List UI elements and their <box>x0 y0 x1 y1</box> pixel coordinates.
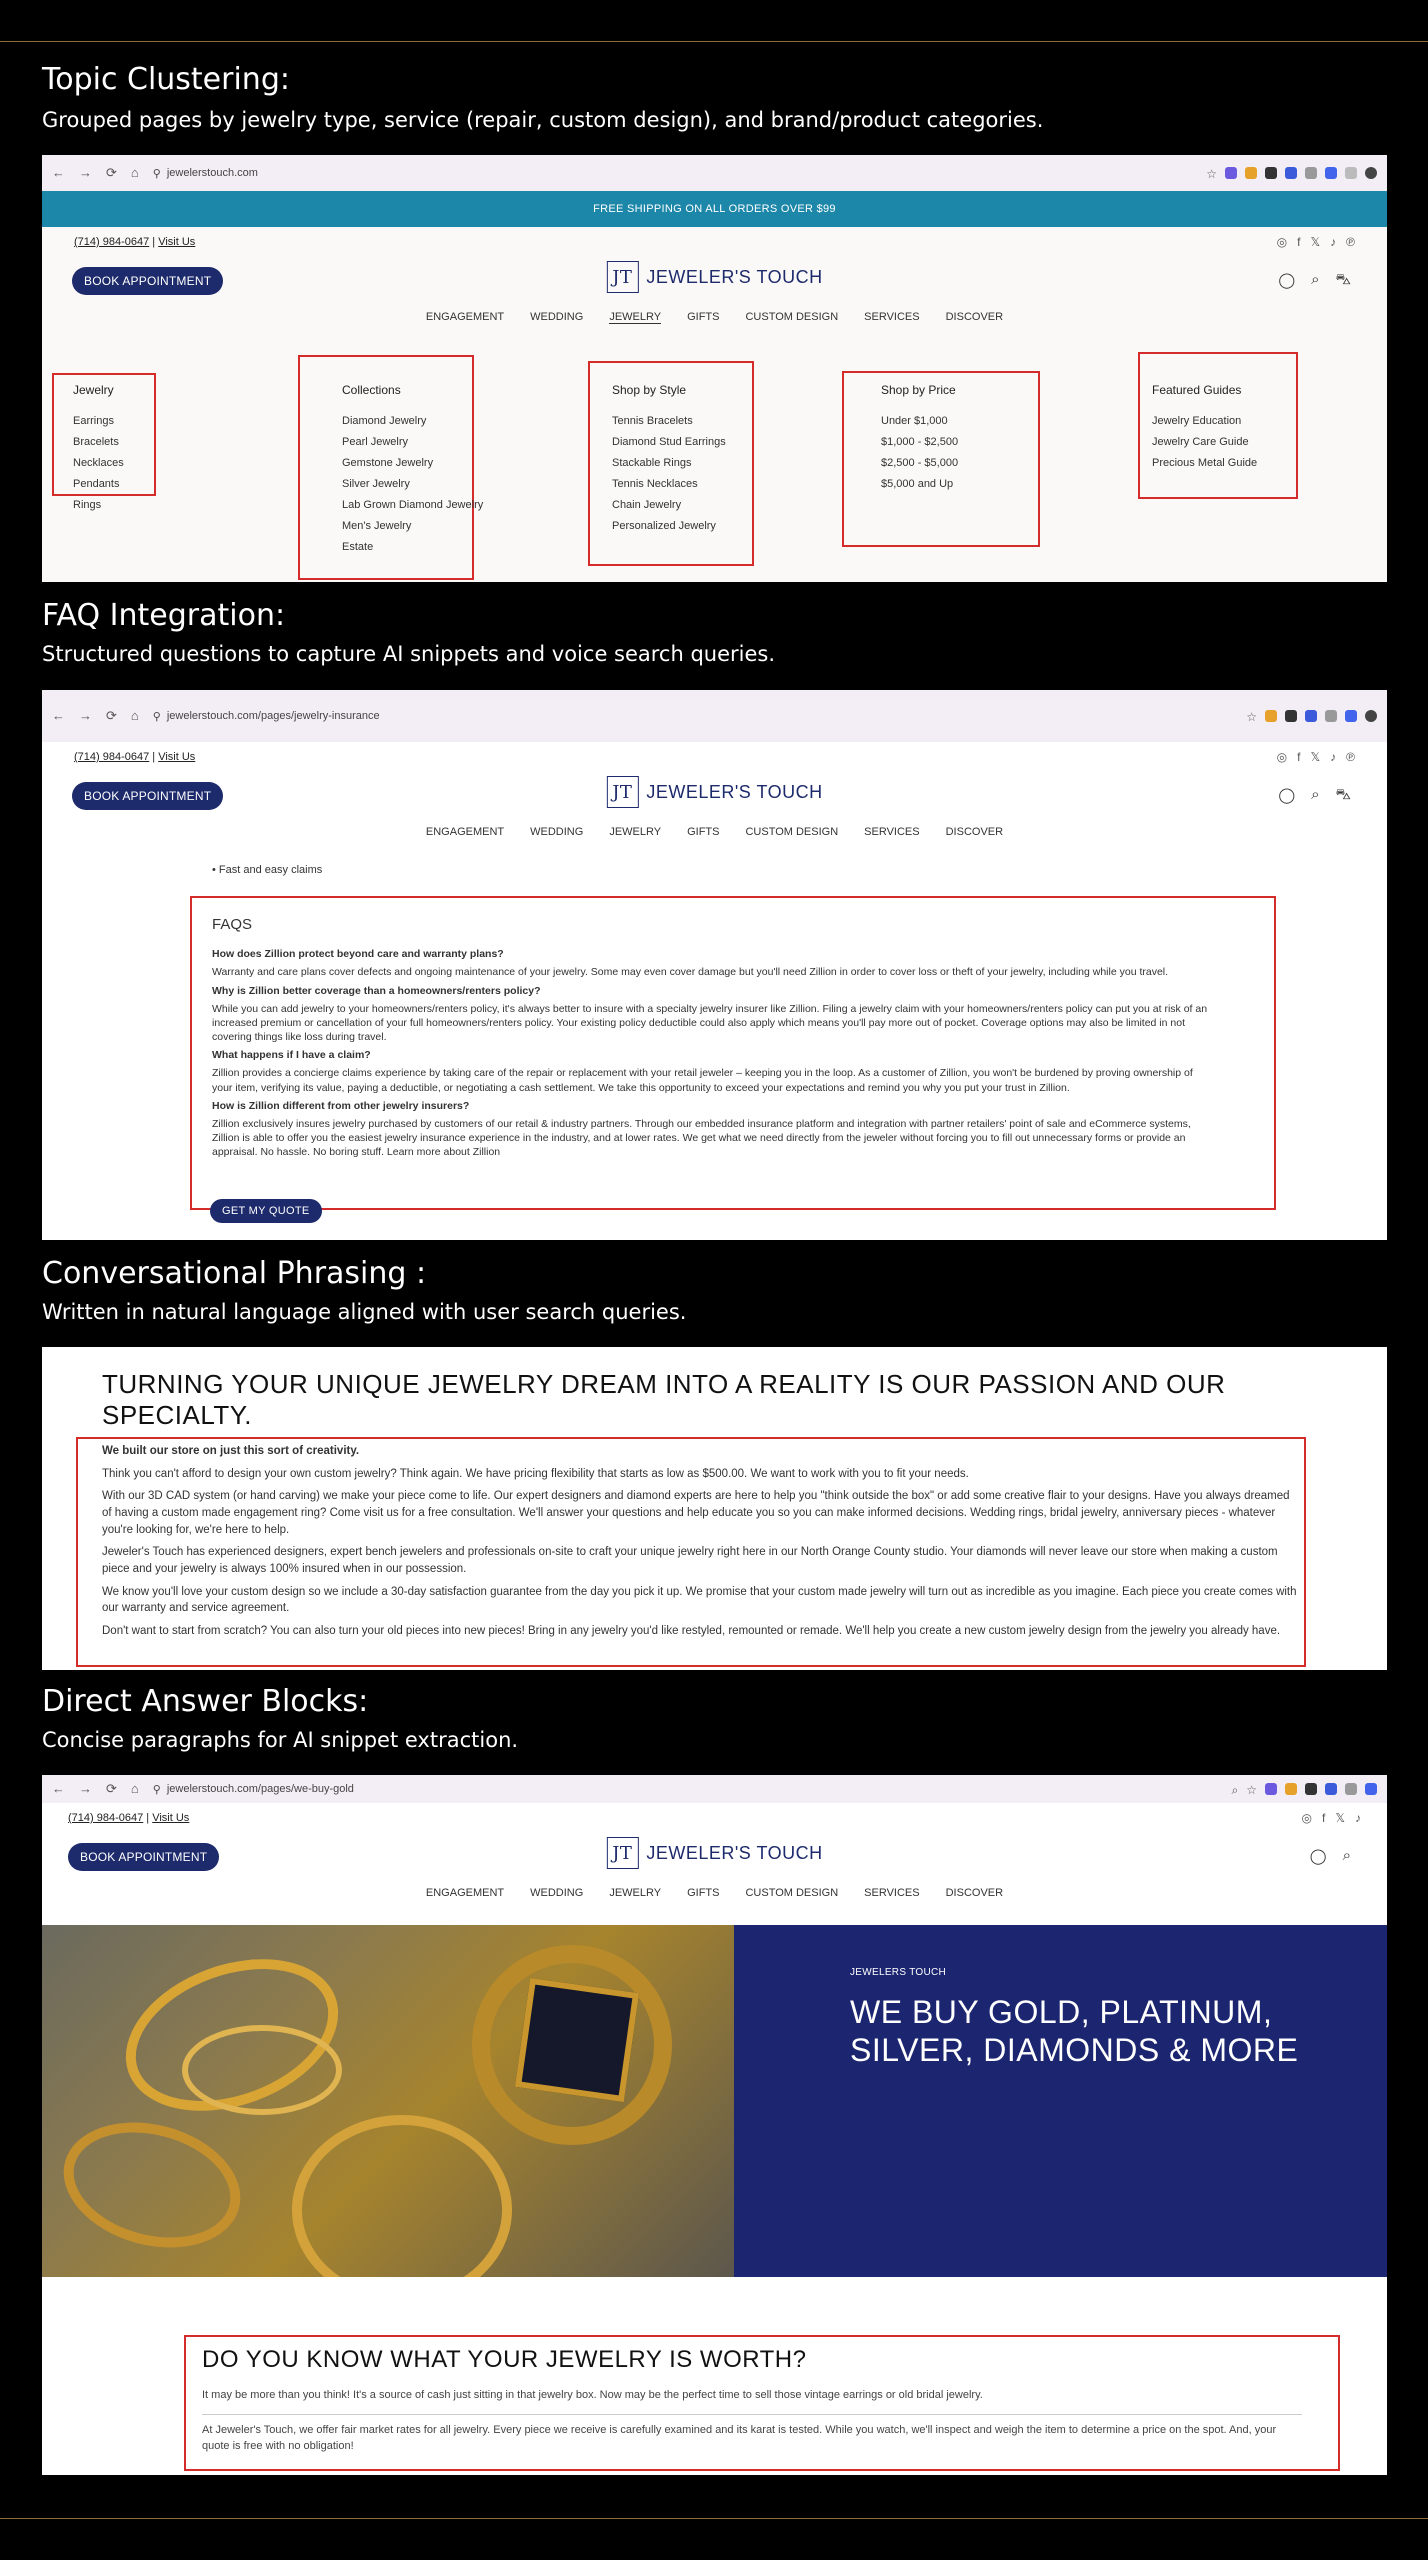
extension-icon[interactable] <box>1305 1783 1317 1795</box>
forward-icon[interactable]: → <box>79 708 92 723</box>
divider <box>202 2414 1302 2415</box>
nav-services[interactable]: SERVICES <box>864 826 920 838</box>
megamenu-link[interactable]: Pearl Jewelry <box>342 436 409 448</box>
megamenu-link[interactable]: Pendants <box>73 478 120 490</box>
faq-question: Why is Zillion better coverage than a homeowners/renters policy? <box>212 984 541 997</box>
screenshot-megamenu <box>42 155 1387 582</box>
site-header <box>42 1833 1387 1879</box>
hero-eyebrow: JEWELERS TOUCH <box>850 1967 947 1978</box>
facebook-icon[interactable]: f <box>1297 750 1301 764</box>
nav-wedding[interactable]: WEDDING <box>530 311 584 323</box>
screenshot-faq <box>42 690 1387 1240</box>
nav-wedding[interactable]: WEDDING <box>530 826 584 838</box>
instagram-icon[interactable]: ◎ <box>1276 750 1288 764</box>
nav-custom-design[interactable]: CUSTOM DESIGN <box>745 311 839 323</box>
address-bar[interactable] <box>153 1783 1232 1796</box>
megamenu-col-collections <box>342 383 483 562</box>
page-heading: TURNING YOUR UNIQUE JEWELRY DREAM INTO A REALITY IS OUR PASSION AND OUR SPECIALTY. <box>102 1369 1226 1431</box>
profile-icon[interactable] <box>1365 710 1377 722</box>
megamenu-heading: Jewelry <box>73 383 114 397</box>
visit-link[interactable]: Visit Us <box>158 236 196 248</box>
book-appointment-button[interactable]: BOOK APPOINTMENT <box>72 267 223 295</box>
paragraph: Jeweler's Touch has experienced designers, expert bench jewelers and professionals on-site to craft your unique jewelry right here in our North Orange County studio. Your diamonds will never leave our store when making a custom piece and your jewelry is always 100% insured when in our possession. <box>102 1546 1278 1576</box>
paragraph: Don't want to start from scratch? You can also turn your old pieces into new pieces! Bring in any jewelry you'd like restyled, remounted or remade. We'll help you create a new custom jewelry design from the jewelry you already have. <box>102 1625 1281 1638</box>
paragraph: We know you'll love your custom design so we include a 30-day satisfaction guarantee from the day you pick it up. We promise that your custom made jewelry will turn out as incredible as you imagine. Each piece you create comes with our warranty and service agreement. <box>102 1585 1297 1615</box>
forward-icon[interactable]: → <box>79 1781 92 1796</box>
cart-icon[interactable]: ⛍ <box>1335 271 1351 288</box>
megamenu-link[interactable]: Diamond Stud Earrings <box>612 436 726 448</box>
megamenu-link[interactable]: Bracelets <box>73 436 119 448</box>
nav-engagement[interactable]: ENGAGEMENT <box>425 826 505 838</box>
megamenu-link[interactable]: Estate <box>342 541 374 553</box>
logo-text: JEWELER'S TOUCH <box>646 266 823 287</box>
star-icon[interactable]: ☆ <box>1206 167 1217 181</box>
faq-answer: Zillion provides a concierge claims experience by taking care of the repair or replacement with your retail jeweler – keeping you in the loop. As a customer of Zillion, you won't be burdened by proving ownership of your item, verifying its value, paying a deductible, or negotiating a cash settlement. We take this opportunity to exceed your expectations and remind you why you put your trust in Zillion. <box>212 1067 1193 1094</box>
nav-jewelry[interactable]: JEWELRY <box>609 826 662 838</box>
extension-icon[interactable] <box>1285 710 1297 722</box>
section-subtitle-direct: Concise paragraphs for AI snippet extraction. <box>42 1728 519 1752</box>
extensions <box>1232 1783 1378 1795</box>
megamenu-col-jewelry <box>73 383 124 520</box>
facebook-icon[interactable]: f <box>1297 235 1301 249</box>
paragraph: Think you can't afford to design your own custom jewelry? Think again. We have pricing flexibility that starts as low as $500.00. We want to work with you to fit your needs. <box>102 1467 969 1480</box>
section-subtitle-topic: Grouped pages by jewelry type, service (repair, custom design), and brand/product categories. <box>42 108 1044 132</box>
section-title-topic: Topic Clustering: <box>42 62 290 97</box>
nav-gifts[interactable]: GIFTS <box>687 1887 720 1899</box>
section-title-conv: Conversational Phrasing : <box>42 1256 427 1291</box>
main-nav <box>42 1879 1387 1907</box>
pinterest-icon[interactable]: ℗ <box>1346 750 1355 764</box>
ring-shape <box>182 2025 342 2115</box>
faq-question: How is Zillion different from other jewelry insurers? <box>212 1099 470 1112</box>
nav-services[interactable]: SERVICES <box>864 1887 920 1899</box>
ring-shape <box>50 2104 255 2266</box>
reload-icon[interactable]: ⟳ <box>106 708 117 723</box>
extension-icon[interactable] <box>1265 1783 1277 1795</box>
main-nav <box>42 818 1387 846</box>
megamenu-col-style <box>612 383 726 541</box>
screenshot-conversational <box>42 1347 1387 1670</box>
site-info-icon[interactable]: ⚲ <box>152 710 161 723</box>
megamenu-link[interactable]: Jewelry Care Guide <box>1152 436 1249 448</box>
star-icon[interactable]: ☆ <box>1246 710 1257 724</box>
home-icon[interactable]: ⌂ <box>130 708 139 723</box>
top-divider <box>0 41 1428 42</box>
hero-headline: WE BUY GOLD, PLATINUM, SILVER, DIAMONDS & MORE <box>850 1994 1299 2069</box>
extension-icon[interactable] <box>1325 167 1337 179</box>
hero-text-panel <box>734 1925 1387 2277</box>
nav-custom-design[interactable]: CUSTOM DESIGN <box>745 826 839 838</box>
nav-discover[interactable]: DISCOVER <box>945 826 1004 838</box>
promo-banner: FREE SHIPPING ON ALL ORDERS OVER $99 <box>42 191 1387 227</box>
nav-custom-design[interactable]: CUSTOM DESIGN <box>745 1887 839 1899</box>
megamenu-link[interactable]: Tennis Necklaces <box>612 478 698 490</box>
back-icon[interactable]: ← <box>52 708 65 723</box>
hero-banner <box>42 1925 1387 2277</box>
nav-services[interactable]: SERVICES <box>864 311 920 323</box>
address-bar[interactable] <box>153 710 1246 723</box>
megamenu-link[interactable]: Tennis Bracelets <box>612 415 693 427</box>
address-bar[interactable] <box>153 167 1206 180</box>
browser-bar <box>42 1775 1387 1803</box>
faq-answer: While you can add jewelry to your homeowners/renters policy, it's always better to insure with a specialty jewelry insurer like Zillion. Filing a jewelry claim with your homeowners/renters policy can put you at risk of an increased premium or cancellation of your full homeowners/renters policy. Your existing policy deductible could also apply which means you'll pay more out of pocket. Coverage options may also be limited in not covering things like loss during travel. <box>212 1002 1208 1044</box>
extensions <box>1206 167 1377 179</box>
megamenu-link[interactable]: Precious Metal Guide <box>1152 457 1258 469</box>
visit-link[interactable]: Visit Us <box>152 1812 190 1824</box>
megamenu-col-price <box>881 383 958 499</box>
megamenu-link[interactable]: Men's Jewelry <box>342 520 412 532</box>
nav-jewelry[interactable]: JEWELRY <box>609 1887 662 1899</box>
faq-question: What happens if I have a claim? <box>212 1049 371 1062</box>
megamenu-col-guides <box>1152 383 1257 478</box>
star-icon[interactable]: ☆ <box>1246 1783 1257 1797</box>
x-icon[interactable]: 𝕏 <box>1335 1811 1345 1825</box>
book-appointment-button[interactable]: BOOK APPOINTMENT <box>72 782 223 810</box>
get-quote-button[interactable]: GET MY QUOTE <box>210 1199 322 1223</box>
extension-icon[interactable] <box>1345 167 1357 179</box>
x-icon[interactable]: 𝕏 <box>1310 235 1321 249</box>
url-text: jewelerstouch.com/pages/jewelry-insurance <box>166 710 380 722</box>
site-logo[interactable] <box>606 776 822 808</box>
utility-bar: (714) 984-0647 | Visit Us ◎ f 𝕏 ♪ ℗ <box>74 235 1355 249</box>
search-icon[interactable]: ⌕ <box>1342 1847 1351 1864</box>
screenshot-direct-answer <box>42 1775 1387 2475</box>
onyx-stone-shape <box>515 1978 639 2102</box>
extension-icon[interactable] <box>1245 167 1257 179</box>
tiktok-icon[interactable]: ♪ <box>1355 1811 1361 1825</box>
reload-icon[interactable]: ⟳ <box>106 165 117 180</box>
site-logo[interactable] <box>606 261 822 293</box>
megamenu-link[interactable]: Chain Jewelry <box>612 499 682 511</box>
search-icon[interactable]: ⌕ <box>1311 786 1320 803</box>
megamenu-heading: Shop by Price <box>881 383 956 397</box>
site-header <box>42 772 1387 818</box>
facebook-icon[interactable]: f <box>1321 1811 1326 1825</box>
extension-icon[interactable] <box>1305 167 1317 179</box>
pinterest-icon[interactable]: ℗ <box>1346 235 1355 249</box>
social-links <box>1277 750 1355 764</box>
megamenu-link[interactable]: $5,000 and Up <box>881 478 954 490</box>
social-links <box>1277 235 1355 249</box>
bullet-text: Fast and easy claims <box>218 864 323 876</box>
nav-wedding[interactable]: WEDDING <box>530 1887 584 1899</box>
extension-icon[interactable] <box>1345 710 1357 722</box>
ring-shape <box>292 2115 512 2277</box>
megamenu-link[interactable]: Necklaces <box>73 457 124 469</box>
phone-link[interactable]: (714) 984-0647 <box>68 1812 144 1824</box>
instagram-icon[interactable]: ◎ <box>1301 1811 1312 1825</box>
megamenu-heading: Collections <box>342 383 401 397</box>
site-header <box>42 257 1387 303</box>
url-text: jewelerstouch.com <box>166 167 258 179</box>
extension-icon[interactable] <box>1325 710 1337 722</box>
bullet-item: • Fast and easy claims <box>212 864 323 876</box>
faq-section <box>212 915 1212 1163</box>
tiktok-icon[interactable]: ♪ <box>1330 750 1337 764</box>
utility-bar: (714) 984-0647 | Visit Us ◎ f 𝕏 ♪ <box>68 1811 1361 1825</box>
utility-bar: (714) 984-0647 | Visit Us ◎ f 𝕏 ♪ ℗ <box>74 750 1355 764</box>
browser-bar <box>42 155 1387 191</box>
megamenu-link[interactable]: Jewelry Education <box>1152 415 1242 427</box>
extension-icon[interactable] <box>1285 167 1297 179</box>
back-icon[interactable]: ← <box>52 165 65 180</box>
logo-mark: JT <box>606 1837 638 1869</box>
logo-mark: JT <box>606 776 638 808</box>
section-title-direct: Direct Answer Blocks: <box>42 1684 369 1719</box>
nav-discover[interactable]: DISCOVER <box>945 1887 1004 1899</box>
megamenu-heading: Shop by Style <box>612 383 687 397</box>
gold-jewelry-image <box>42 1925 734 2277</box>
profile-icon[interactable] <box>1365 167 1377 179</box>
logo-mark: JT <box>606 261 638 293</box>
account-icon[interactable]: ◯ <box>1278 787 1296 804</box>
cart-icon[interactable]: ⛍ <box>1335 786 1351 803</box>
megamenu-link[interactable]: Silver Jewelry <box>342 478 410 490</box>
extension-icon[interactable] <box>1345 1783 1357 1795</box>
phone-link[interactable]: (714) 984-0647 <box>74 751 150 763</box>
home-icon[interactable]: ⌂ <box>130 165 139 180</box>
phone-link[interactable]: (714) 984-0647 <box>74 236 150 248</box>
extension-icon[interactable] <box>1265 167 1277 179</box>
megamenu-link[interactable]: Stackable Rings <box>612 457 692 469</box>
nav-engagement[interactable]: ENGAGEMENT <box>425 311 505 323</box>
nav-jewelry[interactable]: JEWELRY <box>609 310 662 323</box>
home-icon[interactable]: ⌂ <box>130 1781 139 1796</box>
faq-heading: FAQS <box>212 916 253 933</box>
browser-bar <box>42 690 1387 742</box>
extension-icon[interactable] <box>1365 1783 1377 1795</box>
site-logo[interactable] <box>606 1837 822 1869</box>
extension-icon[interactable] <box>1265 710 1277 722</box>
site-info-icon[interactable]: ⚲ <box>152 167 161 180</box>
nav-gifts[interactable]: GIFTS <box>687 826 720 838</box>
megamenu-link[interactable]: Under $1,000 <box>881 415 948 427</box>
megamenu-link[interactable]: Personalized Jewelry <box>612 520 716 532</box>
megamenu-link[interactable]: Diamond Jewelry <box>342 415 427 427</box>
section-subtitle-conv: Written in natural language aligned with user search queries. <box>42 1300 687 1324</box>
extension-icon[interactable] <box>1285 1783 1297 1795</box>
logo-text: JEWELER'S TOUCH <box>646 781 823 802</box>
zoom-icon[interactable]: ⌕ <box>1231 1783 1239 1797</box>
bottom-divider <box>0 2518 1428 2519</box>
main-nav <box>42 303 1387 331</box>
extension-icon[interactable] <box>1225 167 1237 179</box>
social-links <box>1302 1811 1362 1825</box>
site-info-icon[interactable]: ⚲ <box>152 1783 161 1796</box>
account-icon[interactable]: ◯ <box>1278 272 1296 289</box>
visit-link[interactable]: Visit Us <box>158 751 196 763</box>
content-body <box>102 1443 1302 1646</box>
url-text: jewelerstouch.com/pages/we-buy-gold <box>166 1783 354 1795</box>
megamenu-link[interactable]: Rings <box>73 499 102 511</box>
faq-answer: Warranty and care plans cover defects and ongoing maintenance of your jewelry. Some may even cover damage but you'll need Zillion in order to cover loss or theft of your jewelry, including while you travel. <box>212 966 1169 979</box>
search-icon[interactable]: ⌕ <box>1311 271 1320 288</box>
faq-question: How does Zillion protect beyond care and warranty plans? <box>212 948 504 961</box>
lead-text: We built our store on just this sort of creativity. <box>102 1445 360 1457</box>
reload-icon[interactable]: ⟳ <box>106 1781 117 1796</box>
tiktok-icon[interactable]: ♪ <box>1330 235 1337 249</box>
nav-gifts[interactable]: GIFTS <box>687 311 720 323</box>
book-appointment-button[interactable]: BOOK APPOINTMENT <box>68 1843 219 1871</box>
extension-icon[interactable] <box>1325 1783 1337 1795</box>
answer-paragraph: It may be more than you think! It's a source of cash just sitting in that jewelry box. Now may be the perfect time to sell those vintage earrings or old bridal jewelry. <box>202 2388 983 2401</box>
account-icon[interactable]: ◯ <box>1309 1848 1327 1865</box>
megamenu-link[interactable]: Lab Grown Diamond Jewelry <box>342 499 484 511</box>
megamenu-heading: Featured Guides <box>1152 383 1242 397</box>
x-icon[interactable]: 𝕏 <box>1310 750 1321 764</box>
answer-paragraph: At Jeweler's Touch, we offer fair market rates for all jewelry. Every piece we receive is carefully examined and its karat is tested. While you watch, we'll inspect and weigh the item to determine a price on the spot. And, your quote is free with no obligation! <box>202 2423 1277 2452</box>
megamenu-link[interactable]: Earrings <box>73 415 114 427</box>
megamenu-link[interactable]: Gemstone Jewelry <box>342 457 434 469</box>
direct-answer-block <box>202 2343 1302 2455</box>
forward-icon[interactable]: → <box>79 165 92 180</box>
logo-text: JEWELER'S TOUCH <box>646 1842 823 1863</box>
section-subtitle-faq: Structured questions to capture AI snippets and voice search queries. <box>42 642 776 666</box>
faq-answer: Zillion exclusively insures jewelry purchased by customers of our retail & industry partners. Through our embedded insurance platform and integration with partner retailers' point of sale and eCommerce systems, Zillion is able to offer you the easiest jewelry insurance experience in the industry, and at lower rates. We get what we need directly from the jeweler without forcing you to fill out unnecessary forms or provide an appraisal. No hassle. No boring stuff. Learn more about Zillion <box>212 1117 1191 1159</box>
megamenu-link[interactable]: $2,500 - $5,000 <box>881 457 959 469</box>
megamenu-link[interactable]: $1,000 - $2,500 <box>881 436 959 448</box>
extensions <box>1246 710 1377 722</box>
instagram-icon[interactable]: ◎ <box>1276 235 1288 249</box>
paragraph: With our 3D CAD system (or hand carving) we make your piece come to life. Our expert designers and diamond experts are here to help you "think outside the box" or add some creative flair to your designs. Have you always dreamed of having a custom made engagement ring? Come visit us for a free consultation. We'll answer your questions and help educate you so you can make informed decisions. Wedding rings, bridal jewelry, anniversary pieces - whatever you're looking for, we're here to help. <box>102 1490 1290 1536</box>
back-icon[interactable]: ← <box>52 1781 65 1796</box>
nav-engagement[interactable]: ENGAGEMENT <box>425 1887 505 1899</box>
answer-heading: DO YOU KNOW WHAT YOUR JEWELRY IS WORTH? <box>202 2346 807 2373</box>
extension-icon[interactable] <box>1305 710 1317 722</box>
nav-discover[interactable]: DISCOVER <box>945 311 1004 323</box>
section-title-faq: FAQ Integration: <box>42 598 286 633</box>
